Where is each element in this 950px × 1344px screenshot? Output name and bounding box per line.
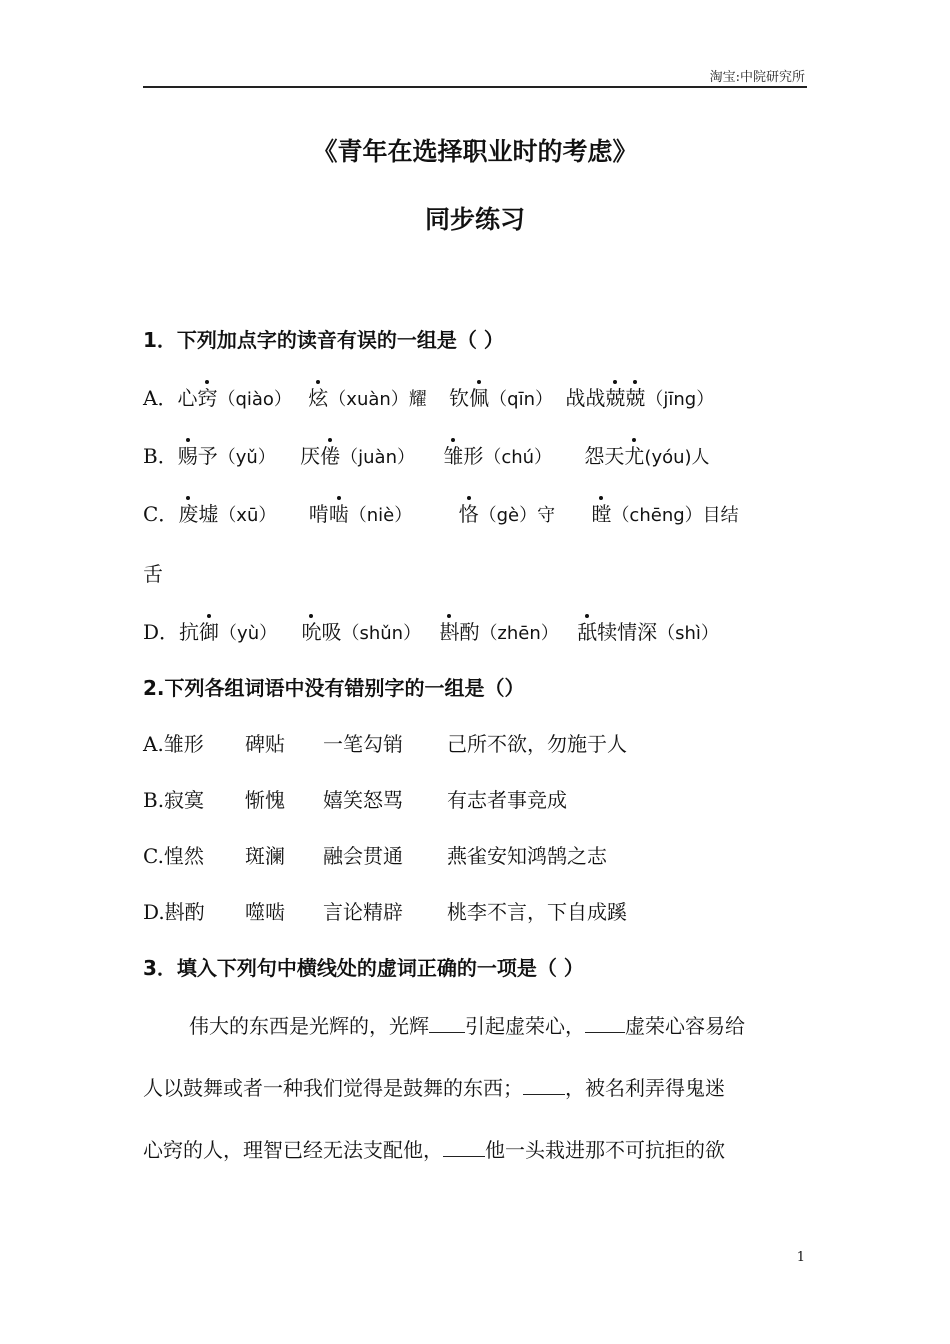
q3-passage-line-2: 人以鼓舞或者一种我们觉得是鼓舞的东西； ，被名利弄得鬼迷 [143,1076,725,1100]
dotted-char: 赐 [177,444,198,468]
dotted-char: 啮 [328,502,349,526]
dotted-char: 御 [199,620,220,644]
page-subtitle: 同步练习 [424,205,525,234]
q3-stem: 3．填入下列句中横线处的虚词正确的一项是（ ） [143,956,584,980]
q2-stem: 2.下列各组词语中没有错别字的一组是（） [143,676,525,700]
dotted-char: 雏 [443,444,464,468]
dotted-char: 兢 [625,386,646,410]
page-title: 《青年在选择职业时的考虑》 [312,137,638,166]
fill-blank [523,1074,565,1095]
q1-option-a: A．心窍（qiào） 炫（xuàn）耀 钦佩（qīn） 战战兢兢（jīng） [143,386,715,410]
header-rule [143,86,807,88]
dotted-char: 倦 [320,444,341,468]
dotted-char: 尤 [624,444,645,468]
dotted-char: 舐 [577,620,598,644]
dotted-char: 窍 [197,386,218,410]
dotted-char: 兢 [605,386,626,410]
dotted-char: 恪 [458,502,479,526]
q1-option-b: B．赐予（yǔ） 厌倦（juàn） 雏形（chú） 怨天尤(yóu)人 [143,444,710,468]
page-number: 1 [796,1250,805,1265]
dotted-char: 废 [178,502,199,526]
fill-blank [429,1012,465,1033]
q3-passage-line-1: 伟大的东西是光辉的，光辉 引起虚荣心， 虚荣心容易给 [189,1014,745,1038]
fill-blank [585,1012,625,1033]
fill-blank [443,1136,485,1157]
dotted-char: 炫 [308,386,329,410]
dotted-char: 吮 [301,620,322,644]
header-source: 淘宝:中院研究所 [709,70,805,85]
q1-stem: 1．下列加点字的读音有误的一组是（ ） [143,328,504,352]
dotted-char: 瞠 [591,502,612,526]
q1-option-c: C．废墟（xū） 啃啮（niè） 恪（gè）守 瞠（chēng）目结 [143,502,739,526]
q1-option-c-tail: 舌 [143,562,163,586]
q1-option-d: D．抗御（yù） 吮吸（shǔn） 斟酌（zhēn） 舐犊情深（shì） [143,620,719,644]
q3-passage-line-3: 心窍的人，理智已经无法支配他， 他一头栽进那不可抗拒的欲 [143,1138,725,1162]
dotted-char: 斟 [439,620,460,644]
dotted-char: 佩 [469,386,490,410]
